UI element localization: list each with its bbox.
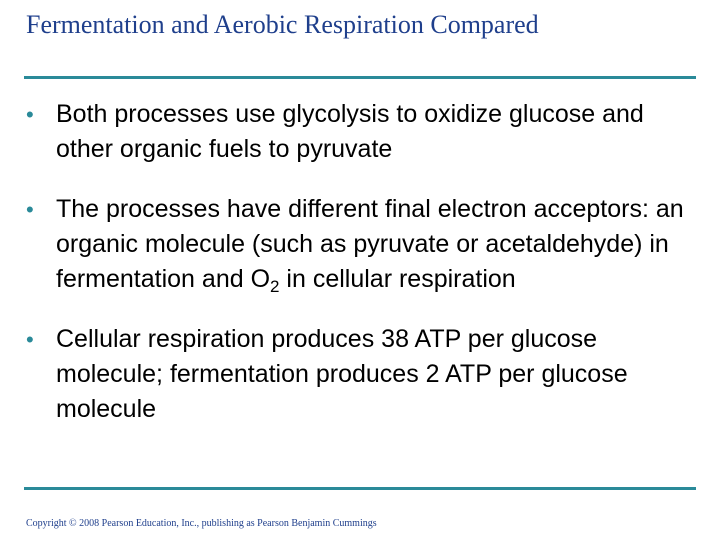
bullet-text: Cellular respiration produces 38 ATP per glucose molecule; fermentation produces 2 ATP per glucose molecule	[56, 325, 628, 423]
bullet-text	[56, 192, 706, 297]
bullet-dot-icon: •	[26, 197, 34, 222]
copyright-footer: Copyright © 2008 Pearson Education, Inc., publishing as Pearson Benjamin Cummings	[26, 518, 377, 529]
slide-title: Fermentation and Aerobic Respiration Compared	[26, 10, 539, 39]
bullet-list	[26, 97, 706, 427]
bullet-item-glycolysis	[26, 97, 706, 167]
bullet-text-part: The processes have different final electron acceptors: an organic molecule (such as pyruvate or acetaldehyde) in fermentation and O	[56, 195, 684, 293]
title-divider	[24, 76, 696, 79]
footer-divider	[24, 487, 696, 490]
bullet-text: Both processes use glycolysis to oxidize glucose and other organic fuels to pyruvate	[56, 100, 644, 163]
bullet-item-atp-yield	[26, 322, 706, 427]
bullet-text-part: in cellular respiration	[279, 265, 516, 293]
oxygen-subscript: 2	[270, 277, 280, 296]
bullet-dot-icon: •	[26, 102, 34, 127]
bullet-item-electron-acceptors	[26, 192, 706, 297]
bullet-dot-icon: •	[26, 327, 34, 352]
